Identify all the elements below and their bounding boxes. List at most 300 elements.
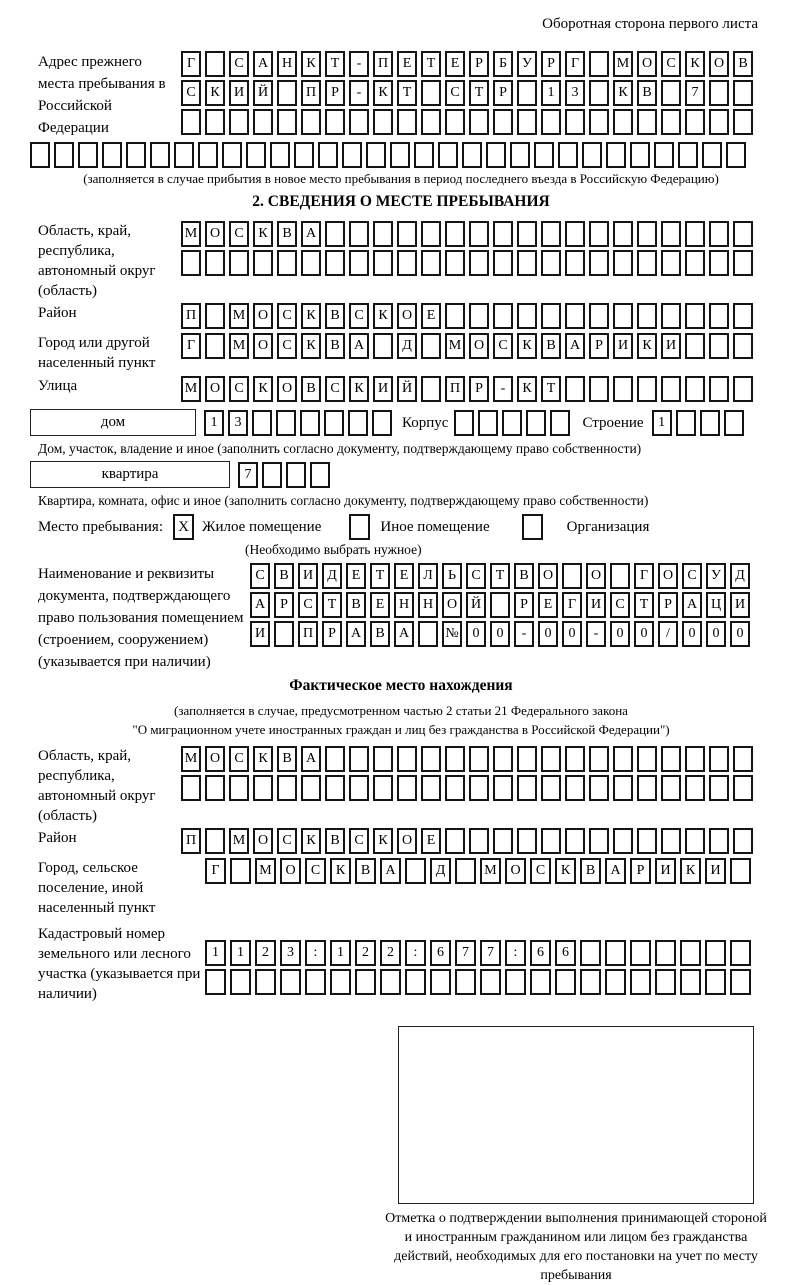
- grid-cell[interactable]: [589, 775, 609, 801]
- grid-cell[interactable]: [637, 746, 657, 772]
- grid-cell[interactable]: А: [346, 621, 366, 647]
- grid-cell[interactable]: В: [370, 621, 390, 647]
- grid-cell[interactable]: [733, 828, 753, 854]
- grid-cell[interactable]: [205, 250, 225, 276]
- grid-cell[interactable]: В: [325, 828, 345, 854]
- grid-cell[interactable]: 3: [228, 410, 248, 436]
- grid-cell[interactable]: [366, 142, 386, 168]
- grid-cell[interactable]: М: [613, 51, 633, 77]
- grid-cell[interactable]: [493, 221, 513, 247]
- grid-cell[interactable]: [589, 250, 609, 276]
- grid-cell[interactable]: О: [280, 858, 301, 884]
- grid-cell[interactable]: Р: [541, 51, 561, 77]
- grid-cell[interactable]: [724, 410, 744, 436]
- grid-cell[interactable]: [421, 250, 441, 276]
- grid-cell[interactable]: 0: [466, 621, 486, 647]
- grid-cell[interactable]: [565, 109, 585, 135]
- grid-cell[interactable]: [565, 221, 585, 247]
- grid-cell[interactable]: В: [580, 858, 601, 884]
- grid-cell[interactable]: И: [730, 592, 750, 618]
- grid-cell[interactable]: С: [229, 221, 249, 247]
- grid-cell[interactable]: [613, 828, 633, 854]
- grid-cell[interactable]: Б: [493, 51, 513, 77]
- grid-cell[interactable]: И: [298, 563, 318, 589]
- grid-cell[interactable]: 2: [255, 940, 276, 966]
- grid-cell[interactable]: [610, 563, 630, 589]
- grid-cell[interactable]: Т: [421, 51, 441, 77]
- grid-cell[interactable]: 3: [280, 940, 301, 966]
- grid-cell[interactable]: Р: [274, 592, 294, 618]
- grid-cell[interactable]: В: [325, 303, 345, 329]
- grid-cell[interactable]: А: [253, 51, 273, 77]
- grid-cell[interactable]: П: [298, 621, 318, 647]
- grid-cell[interactable]: Е: [370, 592, 390, 618]
- grid-cell[interactable]: [685, 250, 705, 276]
- grid-cell[interactable]: [469, 250, 489, 276]
- grid-cell[interactable]: К: [637, 333, 657, 359]
- grid-cell[interactable]: [294, 142, 314, 168]
- grid-cell[interactable]: Е: [538, 592, 558, 618]
- grid-cell[interactable]: [348, 410, 368, 436]
- grid-cell[interactable]: Т: [370, 563, 390, 589]
- grid-cell[interactable]: К: [517, 376, 537, 402]
- grid-cell[interactable]: [102, 142, 122, 168]
- grid-cell[interactable]: В: [301, 376, 321, 402]
- grid-cell[interactable]: [205, 333, 225, 359]
- grid-cell[interactable]: Н: [277, 51, 297, 77]
- grid-cell[interactable]: [709, 80, 729, 106]
- grid-cell[interactable]: [685, 775, 705, 801]
- grid-cell[interactable]: [517, 250, 537, 276]
- grid-cell[interactable]: [637, 221, 657, 247]
- grid-cell[interactable]: С: [298, 592, 318, 618]
- grid-cell[interactable]: [325, 109, 345, 135]
- grid-cell[interactable]: У: [517, 51, 537, 77]
- grid-cell[interactable]: С: [610, 592, 630, 618]
- grid-cell[interactable]: Й: [253, 80, 273, 106]
- grid-cell[interactable]: [730, 858, 751, 884]
- grid-cell[interactable]: О: [397, 303, 417, 329]
- grid-cell[interactable]: [541, 109, 561, 135]
- grid-cell[interactable]: Д: [430, 858, 451, 884]
- grid-cell[interactable]: [349, 775, 369, 801]
- grid-cell[interactable]: С: [277, 303, 297, 329]
- grid-cell[interactable]: К: [373, 80, 393, 106]
- grid-cell[interactable]: Т: [634, 592, 654, 618]
- grid-cell[interactable]: К: [373, 828, 393, 854]
- grid-cell[interactable]: 0: [682, 621, 702, 647]
- grid-cell[interactable]: Р: [469, 51, 489, 77]
- grid-cell[interactable]: [229, 109, 249, 135]
- grid-cell[interactable]: [421, 376, 441, 402]
- grid-cell[interactable]: [493, 775, 513, 801]
- grid-cell[interactable]: [517, 775, 537, 801]
- grid-cell[interactable]: [373, 746, 393, 772]
- checkbox-organization[interactable]: [522, 514, 543, 540]
- grid-cell[interactable]: Т: [322, 592, 342, 618]
- grid-cell[interactable]: [613, 221, 633, 247]
- grid-cell[interactable]: С: [250, 563, 270, 589]
- grid-cell[interactable]: [469, 828, 489, 854]
- grid-cell[interactable]: [397, 250, 417, 276]
- grid-cell[interactable]: С: [466, 563, 486, 589]
- grid-cell[interactable]: [605, 969, 626, 995]
- grid-cell[interactable]: [222, 142, 242, 168]
- grid-cell[interactable]: [661, 775, 681, 801]
- grid-cell[interactable]: [493, 746, 513, 772]
- grid-cell[interactable]: [373, 109, 393, 135]
- grid-cell[interactable]: К: [517, 333, 537, 359]
- grid-cell[interactable]: К: [373, 303, 393, 329]
- grid-cell[interactable]: [325, 250, 345, 276]
- grid-cell[interactable]: А: [394, 621, 414, 647]
- grid-cell[interactable]: -: [349, 51, 369, 77]
- grid-cell[interactable]: С: [229, 51, 249, 77]
- grid-cell[interactable]: [709, 775, 729, 801]
- grid-cell[interactable]: 7: [238, 462, 258, 488]
- grid-cell[interactable]: [558, 142, 578, 168]
- grid-cell[interactable]: [680, 969, 701, 995]
- grid-cell[interactable]: [486, 142, 506, 168]
- grid-cell[interactable]: [517, 746, 537, 772]
- grid-cell[interactable]: М: [181, 221, 201, 247]
- grid-cell[interactable]: Й: [466, 592, 486, 618]
- grid-cell[interactable]: Е: [421, 828, 441, 854]
- grid-cell[interactable]: [301, 109, 321, 135]
- grid-cell[interactable]: Т: [325, 51, 345, 77]
- grid-cell[interactable]: В: [355, 858, 376, 884]
- grid-cell[interactable]: [709, 828, 729, 854]
- grid-cell[interactable]: [685, 221, 705, 247]
- grid-cell[interactable]: [733, 775, 753, 801]
- grid-cell[interactable]: Т: [397, 80, 417, 106]
- grid-cell[interactable]: [705, 969, 726, 995]
- grid-cell[interactable]: [301, 250, 321, 276]
- checkbox-other-premises[interactable]: [349, 514, 370, 540]
- grid-cell[interactable]: [318, 142, 338, 168]
- grid-cell[interactable]: [730, 940, 751, 966]
- grid-cell[interactable]: [478, 410, 498, 436]
- grid-cell[interactable]: [445, 775, 465, 801]
- grid-cell[interactable]: [253, 775, 273, 801]
- grid-cell[interactable]: Е: [445, 51, 465, 77]
- grid-cell[interactable]: А: [301, 746, 321, 772]
- grid-cell[interactable]: Р: [658, 592, 678, 618]
- grid-cell[interactable]: В: [277, 221, 297, 247]
- grid-cell[interactable]: [655, 969, 676, 995]
- grid-cell[interactable]: Г: [634, 563, 654, 589]
- grid-cell[interactable]: [630, 969, 651, 995]
- grid-cell[interactable]: [430, 969, 451, 995]
- grid-cell[interactable]: [349, 109, 369, 135]
- grid-cell[interactable]: -: [349, 80, 369, 106]
- grid-cell[interactable]: [637, 775, 657, 801]
- grid-cell[interactable]: [229, 250, 249, 276]
- grid-cell[interactable]: [705, 940, 726, 966]
- grid-cell[interactable]: 0: [610, 621, 630, 647]
- grid-cell[interactable]: [469, 775, 489, 801]
- grid-cell[interactable]: И: [229, 80, 249, 106]
- grid-cell[interactable]: 0: [730, 621, 750, 647]
- grid-cell[interactable]: [405, 969, 426, 995]
- grid-cell[interactable]: А: [605, 858, 626, 884]
- grid-cell[interactable]: И: [586, 592, 606, 618]
- grid-cell[interactable]: [709, 221, 729, 247]
- grid-cell[interactable]: И: [373, 376, 393, 402]
- grid-cell[interactable]: П: [301, 80, 321, 106]
- grid-cell[interactable]: О: [469, 333, 489, 359]
- grid-cell[interactable]: [493, 303, 513, 329]
- grid-cell[interactable]: П: [181, 828, 201, 854]
- grid-cell[interactable]: 6: [530, 940, 551, 966]
- grid-cell[interactable]: [661, 250, 681, 276]
- grid-cell[interactable]: [78, 142, 98, 168]
- grid-cell[interactable]: К: [613, 80, 633, 106]
- grid-cell[interactable]: [541, 303, 561, 329]
- grid-cell[interactable]: К: [301, 51, 321, 77]
- grid-cell[interactable]: К: [205, 80, 225, 106]
- grid-cell[interactable]: 1: [541, 80, 561, 106]
- grid-cell[interactable]: [685, 333, 705, 359]
- grid-cell[interactable]: [373, 221, 393, 247]
- grid-cell[interactable]: М: [229, 303, 249, 329]
- grid-cell[interactable]: [613, 250, 633, 276]
- grid-cell[interactable]: [445, 746, 465, 772]
- grid-cell[interactable]: -: [493, 376, 513, 402]
- grid-cell[interactable]: [280, 969, 301, 995]
- grid-cell[interactable]: [661, 303, 681, 329]
- grid-cell[interactable]: [181, 109, 201, 135]
- grid-cell[interactable]: [277, 775, 297, 801]
- grid-cell[interactable]: [276, 410, 296, 436]
- grid-cell[interactable]: [205, 828, 225, 854]
- grid-cell[interactable]: [510, 142, 530, 168]
- grid-cell[interactable]: В: [733, 51, 753, 77]
- grid-cell[interactable]: [661, 828, 681, 854]
- grid-cell[interactable]: 1: [330, 940, 351, 966]
- grid-cell[interactable]: П: [181, 303, 201, 329]
- grid-cell[interactable]: [676, 410, 696, 436]
- grid-cell[interactable]: [181, 250, 201, 276]
- grid-cell[interactable]: 0: [562, 621, 582, 647]
- grid-cell[interactable]: [565, 746, 585, 772]
- grid-cell[interactable]: [469, 221, 489, 247]
- grid-cell[interactable]: [709, 333, 729, 359]
- grid-cell[interactable]: [349, 746, 369, 772]
- grid-cell[interactable]: [565, 828, 585, 854]
- grid-cell[interactable]: [613, 775, 633, 801]
- grid-cell[interactable]: [555, 969, 576, 995]
- grid-cell[interactable]: [685, 109, 705, 135]
- grid-cell[interactable]: [613, 376, 633, 402]
- grid-cell[interactable]: [709, 376, 729, 402]
- grid-cell[interactable]: [325, 221, 345, 247]
- grid-cell[interactable]: [421, 80, 441, 106]
- grid-cell[interactable]: Н: [418, 592, 438, 618]
- grid-cell[interactable]: [397, 109, 417, 135]
- grid-cell[interactable]: [733, 250, 753, 276]
- grid-cell[interactable]: [709, 303, 729, 329]
- grid-cell[interactable]: В: [274, 563, 294, 589]
- grid-cell[interactable]: [490, 592, 510, 618]
- grid-cell[interactable]: С: [445, 80, 465, 106]
- grid-cell[interactable]: [541, 746, 561, 772]
- grid-cell[interactable]: [733, 109, 753, 135]
- grid-cell[interactable]: [541, 221, 561, 247]
- grid-cell[interactable]: И: [705, 858, 726, 884]
- grid-cell[interactable]: [541, 828, 561, 854]
- grid-cell[interactable]: [534, 142, 554, 168]
- grid-cell[interactable]: О: [205, 221, 225, 247]
- grid-cell[interactable]: 0: [490, 621, 510, 647]
- grid-cell[interactable]: С: [530, 858, 551, 884]
- grid-cell[interactable]: Р: [630, 858, 651, 884]
- grid-cell[interactable]: [541, 775, 561, 801]
- grid-cell[interactable]: О: [253, 333, 273, 359]
- grid-cell[interactable]: [589, 303, 609, 329]
- grid-cell[interactable]: [637, 250, 657, 276]
- grid-cell[interactable]: [550, 410, 570, 436]
- grid-cell[interactable]: [205, 109, 225, 135]
- grid-cell[interactable]: [380, 969, 401, 995]
- grid-cell[interactable]: [505, 969, 526, 995]
- grid-cell[interactable]: [462, 142, 482, 168]
- grid-cell[interactable]: [685, 303, 705, 329]
- grid-cell[interactable]: Д: [322, 563, 342, 589]
- grid-cell[interactable]: С: [277, 828, 297, 854]
- grid-cell[interactable]: [580, 969, 601, 995]
- grid-cell[interactable]: 1: [204, 410, 224, 436]
- grid-cell[interactable]: -: [514, 621, 534, 647]
- grid-cell[interactable]: [654, 142, 674, 168]
- grid-cell[interactable]: [277, 80, 297, 106]
- grid-cell[interactable]: [310, 462, 330, 488]
- grid-cell[interactable]: [582, 142, 602, 168]
- grid-cell[interactable]: [613, 303, 633, 329]
- grid-cell[interactable]: С: [229, 376, 249, 402]
- grid-cell[interactable]: А: [349, 333, 369, 359]
- grid-cell[interactable]: [589, 828, 609, 854]
- grid-cell[interactable]: [205, 969, 226, 995]
- grid-cell[interactable]: В: [277, 746, 297, 772]
- grid-cell[interactable]: Р: [493, 80, 513, 106]
- grid-cell[interactable]: [277, 109, 297, 135]
- grid-cell[interactable]: Л: [418, 563, 438, 589]
- grid-cell[interactable]: У: [706, 563, 726, 589]
- grid-cell[interactable]: [445, 828, 465, 854]
- grid-cell[interactable]: [255, 969, 276, 995]
- grid-cell[interactable]: [198, 142, 218, 168]
- grid-cell[interactable]: [709, 250, 729, 276]
- grid-cell[interactable]: А: [565, 333, 585, 359]
- grid-cell[interactable]: [372, 410, 392, 436]
- grid-cell[interactable]: [709, 746, 729, 772]
- grid-cell[interactable]: О: [637, 51, 657, 77]
- grid-cell[interactable]: К: [349, 376, 369, 402]
- grid-cell[interactable]: [480, 969, 501, 995]
- grid-cell[interactable]: [637, 828, 657, 854]
- grid-cell[interactable]: Ь: [442, 563, 462, 589]
- grid-cell[interactable]: 3: [565, 80, 585, 106]
- grid-cell[interactable]: К: [330, 858, 351, 884]
- grid-cell[interactable]: М: [229, 333, 249, 359]
- grid-cell[interactable]: К: [301, 303, 321, 329]
- grid-cell[interactable]: [709, 109, 729, 135]
- grid-cell[interactable]: [637, 303, 657, 329]
- grid-cell[interactable]: И: [613, 333, 633, 359]
- grid-cell[interactable]: [252, 410, 272, 436]
- grid-cell[interactable]: П: [373, 51, 393, 77]
- grid-cell[interactable]: О: [586, 563, 606, 589]
- grid-cell[interactable]: [517, 80, 537, 106]
- grid-cell[interactable]: П: [445, 376, 465, 402]
- grid-cell[interactable]: К: [253, 746, 273, 772]
- grid-cell[interactable]: Г: [205, 858, 226, 884]
- grid-cell[interactable]: [205, 51, 225, 77]
- grid-cell[interactable]: [421, 775, 441, 801]
- grid-cell[interactable]: [349, 221, 369, 247]
- grid-cell[interactable]: С: [349, 303, 369, 329]
- grid-cell[interactable]: [565, 376, 585, 402]
- grid-cell[interactable]: [397, 221, 417, 247]
- grid-cell[interactable]: :: [305, 940, 326, 966]
- grid-cell[interactable]: [661, 221, 681, 247]
- grid-cell[interactable]: [30, 142, 50, 168]
- grid-cell[interactable]: А: [682, 592, 702, 618]
- grid-cell[interactable]: [589, 51, 609, 77]
- grid-cell[interactable]: [562, 563, 582, 589]
- grid-cell[interactable]: [270, 142, 290, 168]
- grid-cell[interactable]: [325, 746, 345, 772]
- grid-cell[interactable]: [733, 746, 753, 772]
- grid-cell[interactable]: [493, 828, 513, 854]
- grid-cell[interactable]: [637, 376, 657, 402]
- grid-cell[interactable]: К: [680, 858, 701, 884]
- grid-cell[interactable]: Р: [589, 333, 609, 359]
- grid-cell[interactable]: [405, 858, 426, 884]
- grid-cell[interactable]: О: [709, 51, 729, 77]
- grid-cell[interactable]: С: [305, 858, 326, 884]
- grid-cell[interactable]: [565, 775, 585, 801]
- grid-cell[interactable]: С: [277, 333, 297, 359]
- grid-cell[interactable]: [421, 333, 441, 359]
- grid-cell[interactable]: [373, 775, 393, 801]
- grid-cell[interactable]: [613, 109, 633, 135]
- grid-cell[interactable]: 1: [205, 940, 226, 966]
- grid-cell[interactable]: [205, 775, 225, 801]
- grid-cell[interactable]: 7: [455, 940, 476, 966]
- grid-cell[interactable]: [229, 775, 249, 801]
- grid-cell[interactable]: [262, 462, 282, 488]
- grid-cell[interactable]: [438, 142, 458, 168]
- grid-cell[interactable]: [726, 142, 746, 168]
- grid-cell[interactable]: [373, 333, 393, 359]
- grid-cell[interactable]: [589, 80, 609, 106]
- grid-cell[interactable]: [733, 303, 753, 329]
- grid-cell[interactable]: О: [253, 828, 273, 854]
- grid-cell[interactable]: Т: [490, 563, 510, 589]
- grid-cell[interactable]: [445, 303, 465, 329]
- grid-cell[interactable]: Г: [562, 592, 582, 618]
- grid-cell[interactable]: Д: [397, 333, 417, 359]
- grid-cell[interactable]: [733, 376, 753, 402]
- grid-cell[interactable]: И: [250, 621, 270, 647]
- grid-cell[interactable]: [150, 142, 170, 168]
- grid-cell[interactable]: [685, 376, 705, 402]
- grid-cell[interactable]: [126, 142, 146, 168]
- grid-cell[interactable]: Е: [394, 563, 414, 589]
- house-box[interactable]: дом: [30, 409, 196, 436]
